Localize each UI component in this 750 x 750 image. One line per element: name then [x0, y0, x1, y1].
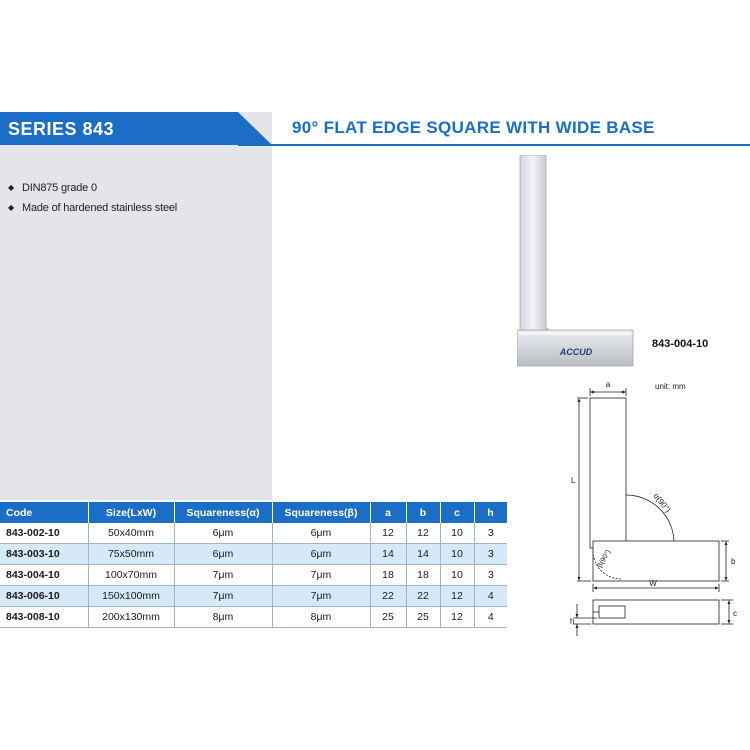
series-title: SERIES 843 [8, 119, 115, 139]
cell-h: 3 [474, 523, 507, 544]
table-row [0, 523, 507, 544]
feature-list [8, 178, 177, 218]
cell-b: 18 [406, 565, 440, 586]
cell-squareness-beta: 6μm [272, 544, 370, 565]
col-header-a: a [370, 502, 406, 523]
cell-squareness-alpha: 6μm [174, 523, 272, 544]
col-header-c: c [440, 502, 474, 523]
spec-table [0, 502, 508, 628]
technical-drawing [563, 378, 750, 640]
table-row [0, 565, 507, 586]
dim-label-h: h [570, 617, 575, 626]
cell-squareness-alpha: 8μm [174, 607, 272, 628]
cell-squareness-beta: 7μm [272, 586, 370, 607]
cell-code: 843-006-10 [0, 586, 88, 607]
cell-squareness-alpha: 7μm [174, 565, 272, 586]
cell-h: 3 [474, 544, 507, 565]
table-row [0, 586, 507, 607]
product-title: 90° FLAT EDGE SQUARE WITH WIDE BASE [292, 118, 655, 137]
dim-label-c: c [733, 609, 737, 618]
dim-label-b: b [731, 557, 736, 566]
cell-c: 10 [440, 523, 474, 544]
cell-c: 12 [440, 607, 474, 628]
col-header-squareness-beta: Squareness(β) [272, 502, 370, 523]
cell-c: 12 [440, 586, 474, 607]
header-underline [238, 144, 750, 146]
cell-a: 18 [370, 565, 406, 586]
dim-label-beta: β(90°) [596, 548, 613, 569]
cell-code: 843-008-10 [0, 607, 88, 628]
left-info-panel [0, 112, 272, 500]
cell-c: 10 [440, 565, 474, 586]
cell-b: 12 [406, 523, 440, 544]
cell-h: 4 [474, 586, 507, 607]
cell-squareness-beta: 8μm [272, 607, 370, 628]
cell-size: 150x100mm [88, 586, 174, 607]
dim-label-a: a [605, 380, 611, 389]
dim-label-l: L [571, 476, 576, 485]
cell-b: 14 [406, 544, 440, 565]
col-header-squareness-alpha: Squareness(α) [174, 502, 272, 523]
cell-size: 75x50mm [88, 544, 174, 565]
cell-b: 25 [406, 607, 440, 628]
cell-a: 14 [370, 544, 406, 565]
cell-a: 12 [370, 523, 406, 544]
col-header-b: b [406, 502, 440, 523]
col-header-size: Size(LxW) [88, 502, 174, 523]
col-header-code: Code [0, 502, 88, 523]
dim-label-alpha: α(90°) [651, 491, 673, 515]
brand-logo: ACCUD [559, 347, 593, 357]
cell-c: 10 [440, 544, 474, 565]
cell-h: 3 [474, 565, 507, 586]
dim-label-w: W [649, 579, 657, 588]
cell-b: 22 [406, 586, 440, 607]
cell-squareness-beta: 7μm [272, 565, 370, 586]
table-row [0, 544, 507, 565]
product-photo [517, 155, 637, 370]
cell-squareness-alpha: 6μm [174, 544, 272, 565]
feature-item: ◆ Made of hardened stainless steel [8, 198, 177, 218]
cell-code: 843-002-10 [0, 523, 88, 544]
unit-label: unit: mm [655, 382, 686, 391]
cell-size: 200x130mm [88, 607, 174, 628]
cell-size: 100x70mm [88, 565, 174, 586]
cell-a: 22 [370, 586, 406, 607]
cell-a: 25 [370, 607, 406, 628]
model-label: 843-004-10 [652, 338, 709, 350]
cell-h: 4 [474, 607, 507, 628]
diamond-bullet-icon: ◆ [8, 183, 14, 192]
table-row [0, 607, 507, 628]
cell-size: 50x40mm [88, 523, 174, 544]
col-header-h: h [474, 502, 507, 523]
table-header-row [0, 502, 507, 523]
cell-squareness-alpha: 7μm [174, 586, 272, 607]
feature-item: ◆ DIN875 grade 0 [8, 178, 177, 198]
cell-code: 843-004-10 [0, 565, 88, 586]
cell-squareness-beta: 6μm [272, 523, 370, 544]
diamond-bullet-icon: ◆ [8, 203, 14, 212]
cell-code: 843-003-10 [0, 544, 88, 565]
